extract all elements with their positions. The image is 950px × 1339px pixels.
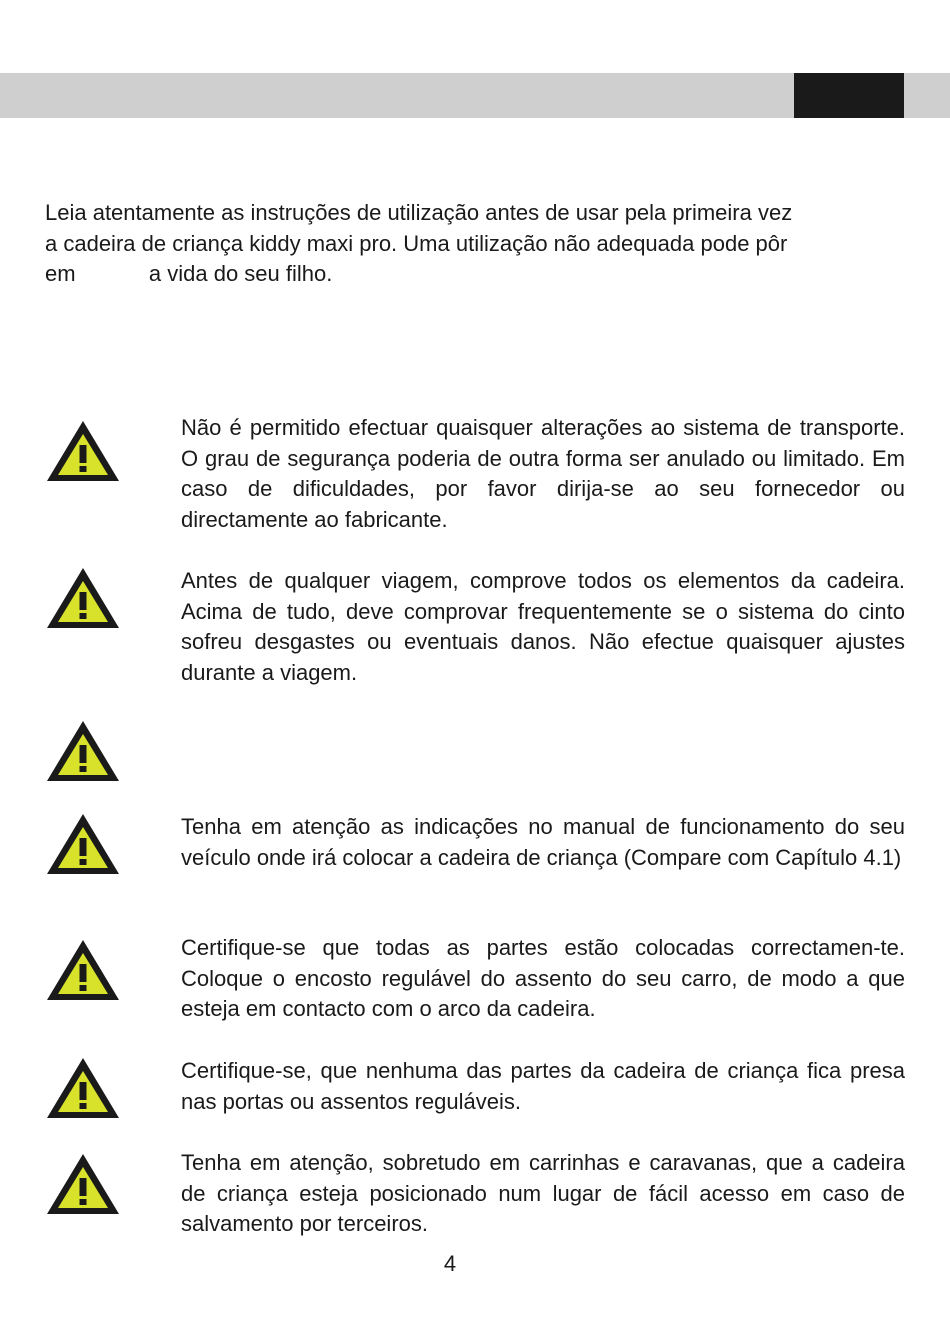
warning-text: Certifique-se, que nenhuma das partes da cadeira de criança fica presa nas portas ou assentos reguláveis. <box>181 1058 905 1114</box>
warning-triangle-icon <box>45 938 121 1002</box>
intro-paragraph <box>45 198 905 290</box>
chapter-marker-block <box>794 73 904 118</box>
intro-line: em a vida do seu filho. <box>45 261 333 286</box>
warning-triangle-icon <box>45 566 121 630</box>
intro-line: Leia atentamente as instruções de utilização antes de usar pela primeira vez <box>45 200 793 225</box>
warning-triangle-icon <box>45 812 121 876</box>
warning-triangle-icon <box>45 1152 121 1216</box>
warning-text: Não é permitido efectuar quaisquer alterações ao sistema de transporte. O grau de segurança poderia de outra forma ser anulado ou limitado. Em caso de dificuldades, por favor dirija-se ao seu fornecedor ou directamente ao fabricante. <box>181 415 905 532</box>
warning-text: Antes de qualquer viagem, comprove todos os elementos da cadeira. Acima de tudo, deve comprovar frequentemente se o sistema do cinto sofreu desgastes ou eventuais danos. Não efectue quaisquer ajustes durante a viagem. <box>181 568 905 685</box>
warning-text: Certifique-se que todas as partes estão colocadas correctamen-te. Coloque o encosto regulável do assento do seu carro, de modo a que esteja em contacto com o arco da cadeira. <box>181 935 905 1021</box>
warning-triangle-icon <box>45 719 121 783</box>
warning-triangle-icon <box>45 419 121 483</box>
warning-text: Tenha em atenção, sobretudo em carrinhas e caravanas, que a cadeira de criança esteja posicionado num lugar de fácil acesso em caso de salvamento por terceiros. <box>181 1150 905 1236</box>
intro-line: a cadeira de criança kiddy maxi pro. Uma utilização não adequada pode pôr <box>45 230 788 256</box>
warning-text: Tenha em atenção as indicações no manual de funcionamento do seu veículo onde irá colocar a cadeira de criança (Compare com Capítulo 4.1) <box>181 814 905 870</box>
warning-triangle-icon <box>45 1056 121 1120</box>
page-number: 4 <box>443 1251 457 1276</box>
